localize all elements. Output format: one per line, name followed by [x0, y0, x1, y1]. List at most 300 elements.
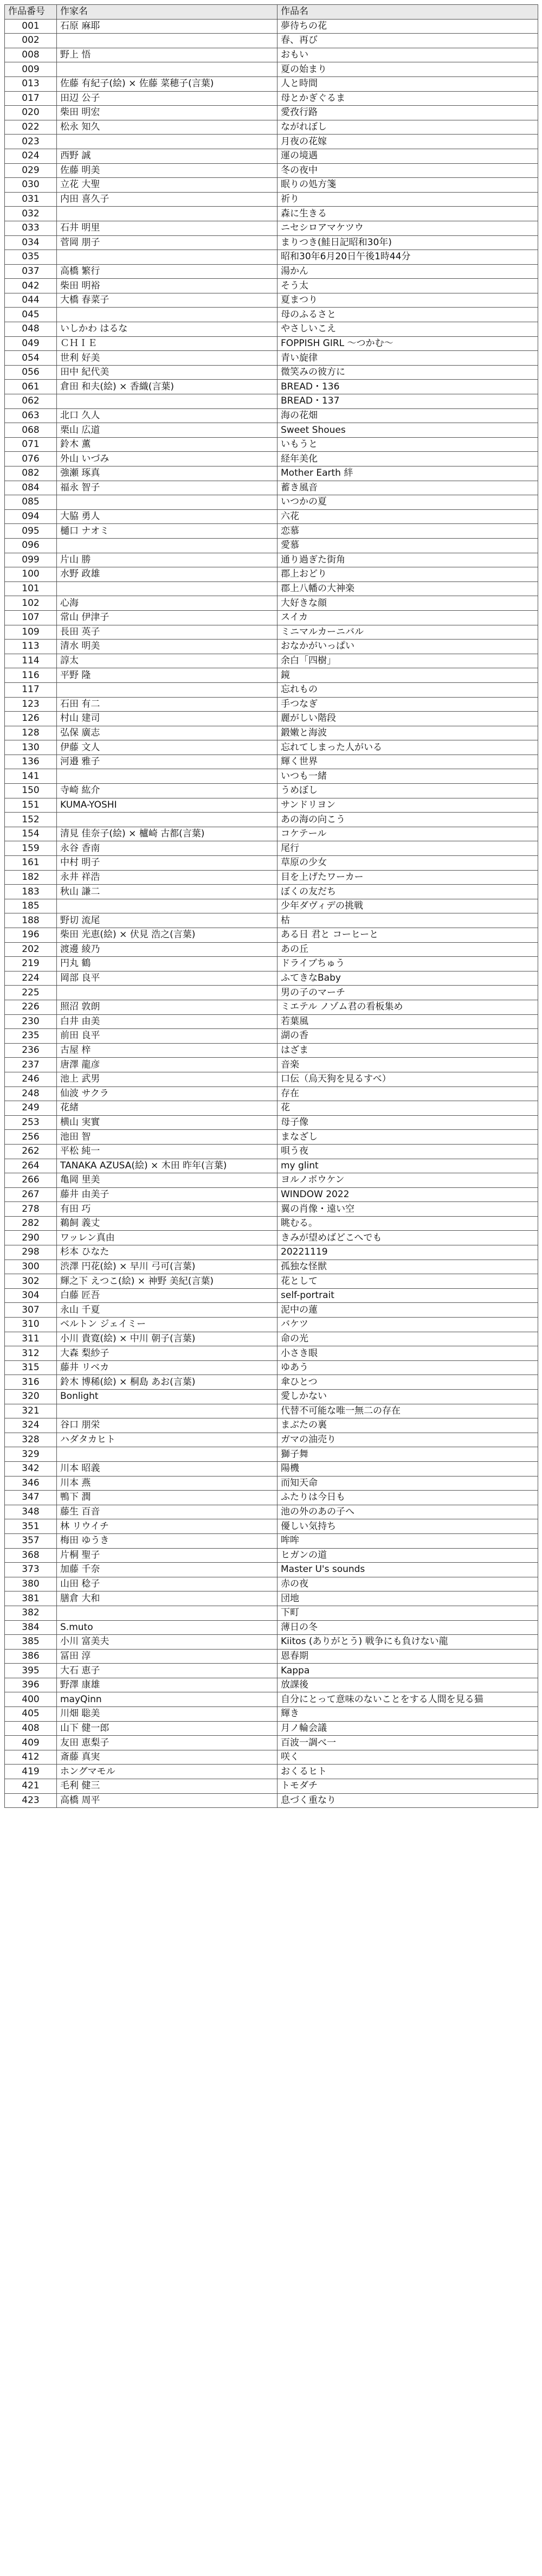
work-title-cell: 哞哞: [278, 1533, 538, 1548]
work-title-cell: 口伝（烏天狗を見るすべ）: [278, 1072, 538, 1086]
work-title-cell: まなざし: [278, 1130, 538, 1145]
work-number-cell: 225: [5, 986, 57, 1000]
work-number-cell: 095: [5, 524, 57, 539]
work-number-cell: 298: [5, 1245, 57, 1260]
work-number-cell: 249: [5, 1101, 57, 1116]
artist-name-cell: 水野 政雄: [57, 567, 278, 582]
table-row: [5, 1678, 538, 1692]
table-row: [5, 1404, 538, 1418]
work-number-cell: 022: [5, 120, 57, 135]
work-title-cell: ながれぼし: [278, 120, 538, 135]
artist-name-cell: 岡部 良平: [57, 971, 278, 986]
work-title-cell: 麗がしい階段: [278, 712, 538, 726]
work-title-cell: 忘れてしまった人がいる: [278, 740, 538, 755]
artist-name-cell: 寺崎 紘介: [57, 784, 278, 798]
artist-name-cell: [57, 899, 278, 913]
work-title-cell: 春、再び: [278, 34, 538, 48]
work-number-cell: 056: [5, 365, 57, 380]
artist-name-cell: 外山 いづみ: [57, 452, 278, 466]
work-number-cell: 267: [5, 1187, 57, 1202]
work-number-cell: 136: [5, 755, 57, 769]
work-title-cell: いつかの夏: [278, 495, 538, 510]
work-number-cell: 141: [5, 769, 57, 784]
artist-name-cell: 鈴木 博稀(絵) × 桐島 あお(言葉): [57, 1375, 278, 1390]
artist-name-cell: [57, 394, 278, 409]
artist-name-cell: 長田 英子: [57, 625, 278, 640]
work-title-cell: ドライブちゅう: [278, 957, 538, 971]
table-row: [5, 1115, 538, 1130]
table-row: [5, 1318, 538, 1332]
table-row: [5, 682, 538, 697]
work-number-cell: 151: [5, 798, 57, 813]
table-row: [5, 452, 538, 466]
work-number-cell: 348: [5, 1505, 57, 1519]
artist-name-cell: [57, 682, 278, 697]
table-row: [5, 221, 538, 235]
work-number-cell: 116: [5, 668, 57, 683]
work-number-cell: 311: [5, 1332, 57, 1346]
table-row: [5, 726, 538, 740]
work-number-cell: 068: [5, 423, 57, 438]
table-row: [5, 596, 538, 611]
table-row: [5, 581, 538, 596]
work-number-cell: 130: [5, 740, 57, 755]
work-number-cell: 395: [5, 1664, 57, 1678]
artist-name-cell: 世利 好美: [57, 351, 278, 366]
work-number-cell: 008: [5, 48, 57, 62]
work-title-cell: おくるヒト: [278, 1765, 538, 1779]
work-title-cell: 忘れもの: [278, 682, 538, 697]
work-title-cell: 鍛嫩と海波: [278, 726, 538, 740]
work-title-cell: きみが望めばどこへでも: [278, 1231, 538, 1245]
table-row: [5, 1101, 538, 1116]
work-number-cell: 316: [5, 1375, 57, 1390]
table-row: [5, 48, 538, 62]
work-title-cell: BREAD・136: [278, 380, 538, 394]
work-number-cell: 037: [5, 264, 57, 279]
work-number-cell: 386: [5, 1649, 57, 1664]
work-title-cell: トモダチ: [278, 1779, 538, 1794]
artist-name-cell: 大森 梨紗子: [57, 1346, 278, 1361]
work-title-cell: 夢待ちの花: [278, 19, 538, 34]
artist-name-cell: 白井 由美: [57, 1014, 278, 1029]
work-title-cell: 愛慕: [278, 538, 538, 553]
artist-name-cell: 渋澤 円花(絵) × 早川 弓可(言葉): [57, 1260, 278, 1274]
work-number-cell: 237: [5, 1058, 57, 1072]
table-row: [5, 1346, 538, 1361]
artist-name-cell: 毛利 健三: [57, 1779, 278, 1794]
work-number-cell: 264: [5, 1159, 57, 1173]
artist-name-cell: 野切 流尾: [57, 913, 278, 928]
table-row: [5, 1476, 538, 1491]
artist-name-cell: [57, 207, 278, 221]
table-row: [5, 1072, 538, 1086]
table-row: [5, 1649, 538, 1664]
table-row: [5, 1303, 538, 1318]
artist-name-cell: 川本 燕: [57, 1476, 278, 1491]
work-title-cell: 自分にとって意味のないことをする人間を見る猫: [278, 1692, 538, 1707]
work-number-cell: 002: [5, 34, 57, 48]
work-title-cell: 通り過ぎた街角: [278, 553, 538, 567]
work-title-cell: 百波一調べ一: [278, 1736, 538, 1750]
artist-name-cell: 小川 貴寛(絵) × 中川 朝子(言葉): [57, 1332, 278, 1346]
work-title-cell: 海の花畑: [278, 408, 538, 423]
table-row: [5, 1591, 538, 1606]
work-title-cell: ゆあう: [278, 1360, 538, 1375]
work-title-cell: 音楽: [278, 1058, 538, 1072]
artist-name-cell: 唐澤 龍彦: [57, 1058, 278, 1072]
table-row: [5, 1533, 538, 1548]
table-row: [5, 1765, 538, 1779]
work-number-cell: 282: [5, 1216, 57, 1231]
artist-name-cell: 山下 健一郎: [57, 1721, 278, 1736]
work-number-cell: 347: [5, 1491, 57, 1505]
work-title-cell: 存在: [278, 1086, 538, 1101]
table-row: [5, 1577, 538, 1591]
table-row: [5, 1159, 538, 1173]
table-body: [5, 19, 538, 1808]
work-number-cell: 328: [5, 1433, 57, 1447]
artist-name-cell: 菅岡 朋子: [57, 235, 278, 250]
artist-name-cell: Bonlight: [57, 1390, 278, 1404]
table-row: [5, 1043, 538, 1058]
artist-name-cell: 林 リウイチ: [57, 1519, 278, 1534]
work-number-cell: 300: [5, 1260, 57, 1274]
work-title-cell: Kappa: [278, 1664, 538, 1678]
work-title-cell: ぼくの友だち: [278, 885, 538, 899]
work-title-cell: Kiitos (ありがとう) 戦争にも負けない龍: [278, 1635, 538, 1650]
work-title-cell: 夏まつり: [278, 293, 538, 308]
work-title-cell: スイカ: [278, 610, 538, 625]
work-number-cell: 226: [5, 1000, 57, 1014]
artist-name-cell: 川畑 聡美: [57, 1707, 278, 1722]
work-title-cell: 咲く: [278, 1750, 538, 1765]
artist-name-cell: 倉田 和夫(絵) × 香織(言葉): [57, 380, 278, 394]
artist-name-cell: 樋口 ナオミ: [57, 524, 278, 539]
artist-name-cell: TANAKA AZUSA(絵) × 木田 昨年(言葉): [57, 1159, 278, 1173]
work-title-cell: 命の光: [278, 1332, 538, 1346]
work-title-cell: 母のふるさと: [278, 308, 538, 322]
work-number-cell: 236: [5, 1043, 57, 1058]
work-title-cell: WINDOW 2022: [278, 1187, 538, 1202]
work-title-cell: 而知天命: [278, 1476, 538, 1491]
table-row: [5, 1793, 538, 1808]
work-number-cell: 405: [5, 1707, 57, 1722]
work-title-cell: my glint: [278, 1159, 538, 1173]
work-title-cell: 草原の少女: [278, 856, 538, 871]
artist-name-cell: 高橋 周平: [57, 1793, 278, 1808]
artist-name-cell: 友田 恵梨子: [57, 1736, 278, 1750]
work-number-cell: 400: [5, 1692, 57, 1707]
work-number-cell: 373: [5, 1563, 57, 1577]
work-title-cell: 唄う夜: [278, 1144, 538, 1159]
work-number-cell: 054: [5, 351, 57, 366]
artist-name-cell: 加藤 千奈: [57, 1563, 278, 1577]
table-row: [5, 1086, 538, 1101]
artist-name-cell: 谷口 朋栄: [57, 1418, 278, 1433]
artist-name-cell: ＣＨＩＥ: [57, 336, 278, 351]
work-number-cell: 032: [5, 207, 57, 221]
work-number-cell: 082: [5, 466, 57, 481]
table-row: [5, 1144, 538, 1159]
work-title-cell: 眺むる。: [278, 1216, 538, 1231]
table-row: [5, 1548, 538, 1563]
work-number-cell: 256: [5, 1130, 57, 1145]
artist-name-cell: 花緒: [57, 1101, 278, 1116]
table-row: [5, 942, 538, 957]
work-number-cell: 409: [5, 1736, 57, 1750]
artist-name-cell: [57, 1404, 278, 1418]
work-title-cell: 下町: [278, 1606, 538, 1620]
work-title-cell: いもうと: [278, 437, 538, 452]
work-number-cell: 262: [5, 1144, 57, 1159]
table-row: [5, 163, 538, 178]
table-row: [5, 1187, 538, 1202]
work-title-cell: うめぼし: [278, 784, 538, 798]
work-number-cell: 421: [5, 1779, 57, 1794]
artist-name-cell: 石田 有二: [57, 697, 278, 712]
work-title-cell: ふたりは今日も: [278, 1491, 538, 1505]
work-title-cell: Sweet Shoues: [278, 423, 538, 438]
artist-name-cell: 中村 明子: [57, 856, 278, 871]
work-number-cell: 304: [5, 1288, 57, 1303]
work-number-cell: 183: [5, 885, 57, 899]
work-title-cell: 目を上げたワーカー: [278, 870, 538, 885]
artist-name-cell: mayQinn: [57, 1692, 278, 1707]
table-row: [5, 250, 538, 265]
table-row: [5, 1692, 538, 1707]
table-row: [5, 885, 538, 899]
artist-name-cell: 石原 麻耶: [57, 19, 278, 34]
table-row: [5, 336, 538, 351]
artist-name-cell: 西野 誠: [57, 149, 278, 163]
artist-name-cell: 栗山 広道: [57, 423, 278, 438]
work-number-cell: 310: [5, 1318, 57, 1332]
work-number-cell: 408: [5, 1721, 57, 1736]
artist-name-cell: 梅田 ゆうき: [57, 1533, 278, 1548]
work-title-cell: ガマの油売り: [278, 1433, 538, 1447]
work-title-cell: 薄日の冬: [278, 1620, 538, 1635]
table-row: [5, 1418, 538, 1433]
work-number-cell: 396: [5, 1678, 57, 1692]
artist-name-cell: 高橋 繁行: [57, 264, 278, 279]
work-title-cell: FOPPISH GIRL 〜つかむ〜: [278, 336, 538, 351]
work-title-cell: BREAD・137: [278, 394, 538, 409]
work-title-cell: 微笑みの彼方に: [278, 365, 538, 380]
table-row: [5, 308, 538, 322]
artist-name-cell: 藤井 リベカ: [57, 1360, 278, 1375]
table-row: [5, 654, 538, 668]
work-title-cell: バケツ: [278, 1318, 538, 1332]
work-number-cell: 266: [5, 1173, 57, 1188]
table-row: [5, 899, 538, 913]
table-row: [5, 1375, 538, 1390]
work-title-cell: 湯かん: [278, 264, 538, 279]
work-number-cell: 290: [5, 1231, 57, 1245]
work-title-cell: 傘ひとつ: [278, 1375, 538, 1390]
work-title-cell: 小さき眼: [278, 1346, 538, 1361]
table-row: [5, 91, 538, 106]
table-row: [5, 913, 538, 928]
table-row: [5, 380, 538, 394]
artist-name-cell: S.muto: [57, 1620, 278, 1635]
artist-name-cell: 常山 伊津子: [57, 610, 278, 625]
work-title-cell: おもい: [278, 48, 538, 62]
table-row: [5, 1058, 538, 1072]
artist-name-cell: 内田 喜久子: [57, 192, 278, 207]
work-title-cell: 手つなぎ: [278, 697, 538, 712]
table-row: [5, 423, 538, 438]
artist-name-cell: 永井 祥浩: [57, 870, 278, 885]
work-number-cell: 302: [5, 1274, 57, 1289]
artist-name-cell: 柴田 明宏: [57, 106, 278, 120]
work-number-cell: 099: [5, 553, 57, 567]
work-number-cell: 024: [5, 149, 57, 163]
work-title-cell: おなかがいっぱい: [278, 640, 538, 654]
work-title-cell: 母とかぎぐるま: [278, 91, 538, 106]
table-row: [5, 1245, 538, 1260]
work-title-cell: 眠りの処方箋: [278, 178, 538, 193]
artist-name-cell: [57, 308, 278, 322]
header-artist-name: 作家名: [57, 5, 278, 20]
work-title-cell: ニセシロアマケツウ: [278, 221, 538, 235]
work-title-cell: 郡上八幡の大神楽: [278, 581, 538, 596]
table-row: [5, 293, 538, 308]
work-number-cell: 188: [5, 913, 57, 928]
table-row: [5, 1332, 538, 1346]
artist-name-cell: 立花 大聖: [57, 178, 278, 193]
artist-name-cell: 渡邊 綾乃: [57, 942, 278, 957]
artist-name-cell: 田中 紀代美: [57, 365, 278, 380]
table-row: [5, 135, 538, 149]
artist-name-cell: 白藤 匠吾: [57, 1288, 278, 1303]
work-number-cell: 382: [5, 1606, 57, 1620]
work-number-cell: 182: [5, 870, 57, 885]
table-row: [5, 813, 538, 827]
work-number-cell: 102: [5, 596, 57, 611]
table-row: [5, 1260, 538, 1274]
table-row: [5, 1491, 538, 1505]
table-row: [5, 149, 538, 163]
table-row: [5, 1606, 538, 1620]
artist-name-cell: 村山 建司: [57, 712, 278, 726]
work-number-cell: 246: [5, 1072, 57, 1086]
table-row: [5, 538, 538, 553]
work-title-cell: 赤の夜: [278, 1577, 538, 1591]
artist-name-cell: [57, 813, 278, 827]
table-row: [5, 481, 538, 495]
table-row: [5, 971, 538, 986]
work-number-cell: 185: [5, 899, 57, 913]
work-number-cell: 009: [5, 62, 57, 77]
work-title-cell: 尾行: [278, 841, 538, 856]
artist-name-cell: 野澤 康雄: [57, 1678, 278, 1692]
artist-name-cell: 北口 久人: [57, 408, 278, 423]
artist-name-cell: 膳倉 大和: [57, 1591, 278, 1606]
work-title-cell: はざま: [278, 1043, 538, 1058]
table-row: [5, 351, 538, 366]
artist-name-cell: [57, 135, 278, 149]
artist-name-cell: 柴田 明裕: [57, 279, 278, 293]
table-row: [5, 365, 538, 380]
artist-name-cell: [57, 495, 278, 510]
work-number-cell: 033: [5, 221, 57, 235]
work-number-cell: 126: [5, 712, 57, 726]
artist-name-cell: 有田 巧: [57, 1202, 278, 1217]
work-number-cell: 380: [5, 1577, 57, 1591]
artist-name-cell: [57, 1606, 278, 1620]
artist-name-cell: 照沼 敦朗: [57, 1000, 278, 1014]
artist-name-cell: 円丸 鶴: [57, 957, 278, 971]
artist-name-cell: 秋山 謙二: [57, 885, 278, 899]
artist-name-cell: 輝之下 えつこ(絵) × 神野 美紀(言葉): [57, 1274, 278, 1289]
work-number-cell: 034: [5, 235, 57, 250]
work-number-cell: 152: [5, 813, 57, 827]
table-row: [5, 1130, 538, 1145]
table-row: [5, 957, 538, 971]
artist-name-cell: 藤井 由美子: [57, 1187, 278, 1202]
table-row: [5, 264, 538, 279]
work-number-cell: 117: [5, 682, 57, 697]
table-row: [5, 610, 538, 625]
artist-name-cell: 平野 隆: [57, 668, 278, 683]
table-row: [5, 668, 538, 683]
artist-name-cell: 川本 昭義: [57, 1461, 278, 1476]
artist-name-cell: 池田 智: [57, 1130, 278, 1145]
work-number-cell: 113: [5, 640, 57, 654]
work-number-cell: 031: [5, 192, 57, 207]
artist-name-cell: [57, 62, 278, 77]
work-title-cell: 運の境遇: [278, 149, 538, 163]
table-row: [5, 553, 538, 567]
work-number-cell: 100: [5, 567, 57, 582]
work-title-cell: あの海の向こう: [278, 813, 538, 827]
work-title-cell: 蓄き風音: [278, 481, 538, 495]
table-row: [5, 625, 538, 640]
work-number-cell: 071: [5, 437, 57, 452]
work-title-cell: 青い旋律: [278, 351, 538, 366]
table-row: [5, 769, 538, 784]
artist-name-cell: 平松 純一: [57, 1144, 278, 1159]
work-title-cell: まぶたの裏: [278, 1418, 538, 1433]
artist-name-cell: 小川 富美夫: [57, 1635, 278, 1650]
artist-name-cell: 前田 良平: [57, 1029, 278, 1044]
work-number-cell: 351: [5, 1519, 57, 1534]
table-row: [5, 1433, 538, 1447]
work-title-cell: まりつき(鮭日記昭和30年): [278, 235, 538, 250]
work-title-cell: 花として: [278, 1274, 538, 1289]
table-row: [5, 1029, 538, 1044]
work-number-cell: 107: [5, 610, 57, 625]
artist-name-cell: 清水 明美: [57, 640, 278, 654]
table-row: [5, 827, 538, 841]
work-title-cell: 六花: [278, 509, 538, 524]
table-row: [5, 1447, 538, 1462]
work-number-cell: 235: [5, 1029, 57, 1044]
work-number-cell: 202: [5, 942, 57, 957]
artist-name-cell: 横山 実實: [57, 1115, 278, 1130]
table-row: [5, 192, 538, 207]
work-title-cell: 月ノ輪会議: [278, 1721, 538, 1736]
work-number-cell: 114: [5, 654, 57, 668]
work-number-cell: 035: [5, 250, 57, 265]
work-number-cell: 001: [5, 19, 57, 34]
artist-name-cell: 池上 武男: [57, 1072, 278, 1086]
artist-name-cell: ワッレン真由: [57, 1231, 278, 1245]
work-number-cell: 320: [5, 1390, 57, 1404]
work-title-cell: 若葉風: [278, 1014, 538, 1029]
artist-name-cell: 伊藤 文人: [57, 740, 278, 755]
